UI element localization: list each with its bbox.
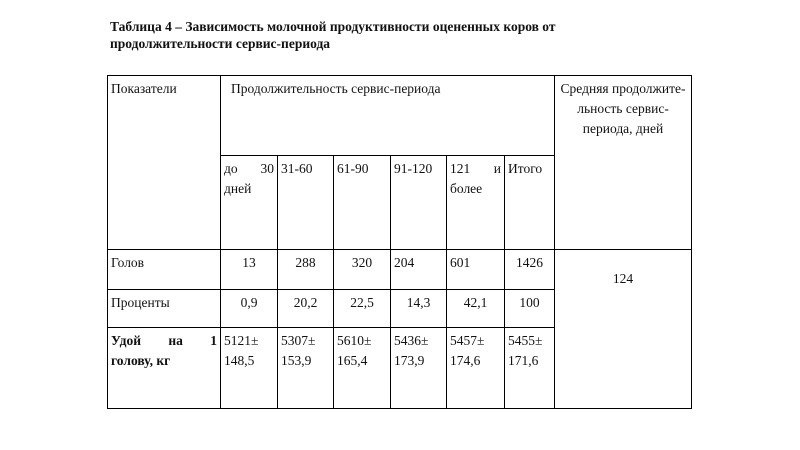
col-header-up-to-30-line1: до 30 bbox=[224, 161, 274, 176]
row-heads-label: Голов bbox=[108, 250, 221, 290]
col-header-61-90: 61-90 bbox=[334, 156, 391, 250]
cell-heads-1: 288 bbox=[278, 250, 334, 290]
cell-yield-1 bbox=[278, 328, 334, 409]
cell-yield-2 bbox=[334, 328, 391, 409]
row-percent-label: Проценты bbox=[108, 290, 221, 328]
header-row-1 bbox=[108, 76, 692, 156]
cell-yield-0 bbox=[221, 328, 278, 409]
data-table bbox=[107, 75, 692, 409]
table-caption: Таблица 4 – Зависимость молочной продуктивности оцененных коров от продолжительности сервис-периода bbox=[110, 19, 556, 51]
col-header-31-60: 31-60 bbox=[278, 156, 334, 250]
cell-yield-0-error: 148,5 bbox=[224, 353, 255, 368]
average-value: 124 bbox=[612, 271, 634, 286]
header-average: Средняя продолжите-льность сервис-периода, дней bbox=[555, 76, 692, 250]
cell-heads-0: 13 bbox=[221, 250, 278, 290]
col-header-up-to-30-line2: дней bbox=[224, 181, 252, 196]
row-heads bbox=[108, 250, 692, 290]
row-yield-label bbox=[108, 328, 221, 409]
col-header-121-more-line1: 121 и bbox=[450, 161, 501, 176]
header-service-period: Продолжительность сервис-периода bbox=[221, 76, 555, 156]
row-yield-label-line2: голову, кг bbox=[111, 353, 171, 368]
cell-heads-4: 601 bbox=[447, 250, 505, 290]
col-header-up-to-30 bbox=[221, 156, 278, 250]
cell-yield-4 bbox=[447, 328, 505, 409]
cell-yield-1-error: 153,9 bbox=[281, 353, 312, 368]
cell-yield-3-mean: 5436± bbox=[394, 333, 429, 348]
cell-yield-5-mean: 5455± bbox=[508, 333, 543, 348]
cell-yield-1-mean: 5307± bbox=[281, 333, 316, 348]
cell-percent-5: 100 bbox=[505, 290, 555, 328]
cell-heads-5: 1426 bbox=[505, 250, 555, 290]
col-header-total: Итого bbox=[505, 156, 555, 250]
cell-yield-4-mean: 5457± bbox=[450, 333, 485, 348]
cell-percent-4: 42,1 bbox=[447, 290, 505, 328]
cell-yield-5-error: 171,6 bbox=[508, 353, 539, 368]
cell-heads-3: 204 bbox=[391, 250, 447, 290]
col-header-91-120: 91-120 bbox=[391, 156, 447, 250]
cell-percent-0: 0,9 bbox=[221, 290, 278, 328]
cell-yield-3 bbox=[391, 328, 447, 409]
cell-percent-1: 20,2 bbox=[278, 290, 334, 328]
cell-percent-2: 22,5 bbox=[334, 290, 391, 328]
cell-yield-2-mean: 5610± bbox=[337, 333, 372, 348]
cell-yield-3-error: 173,9 bbox=[394, 353, 425, 368]
cell-yield-0-mean: 5121± bbox=[224, 333, 259, 348]
row-yield-label-line1: Удой на 1 bbox=[111, 333, 217, 348]
cell-average bbox=[555, 250, 692, 409]
col-header-121-more-line2: более bbox=[450, 181, 483, 196]
col-header-121-more bbox=[447, 156, 505, 250]
cell-percent-3: 14,3 bbox=[391, 290, 447, 328]
header-indicators: Показатели bbox=[108, 76, 221, 250]
cell-heads-2: 320 bbox=[334, 250, 391, 290]
cell-yield-5 bbox=[505, 328, 555, 409]
cell-yield-2-error: 165,4 bbox=[337, 353, 368, 368]
cell-yield-4-error: 174,6 bbox=[450, 353, 481, 368]
